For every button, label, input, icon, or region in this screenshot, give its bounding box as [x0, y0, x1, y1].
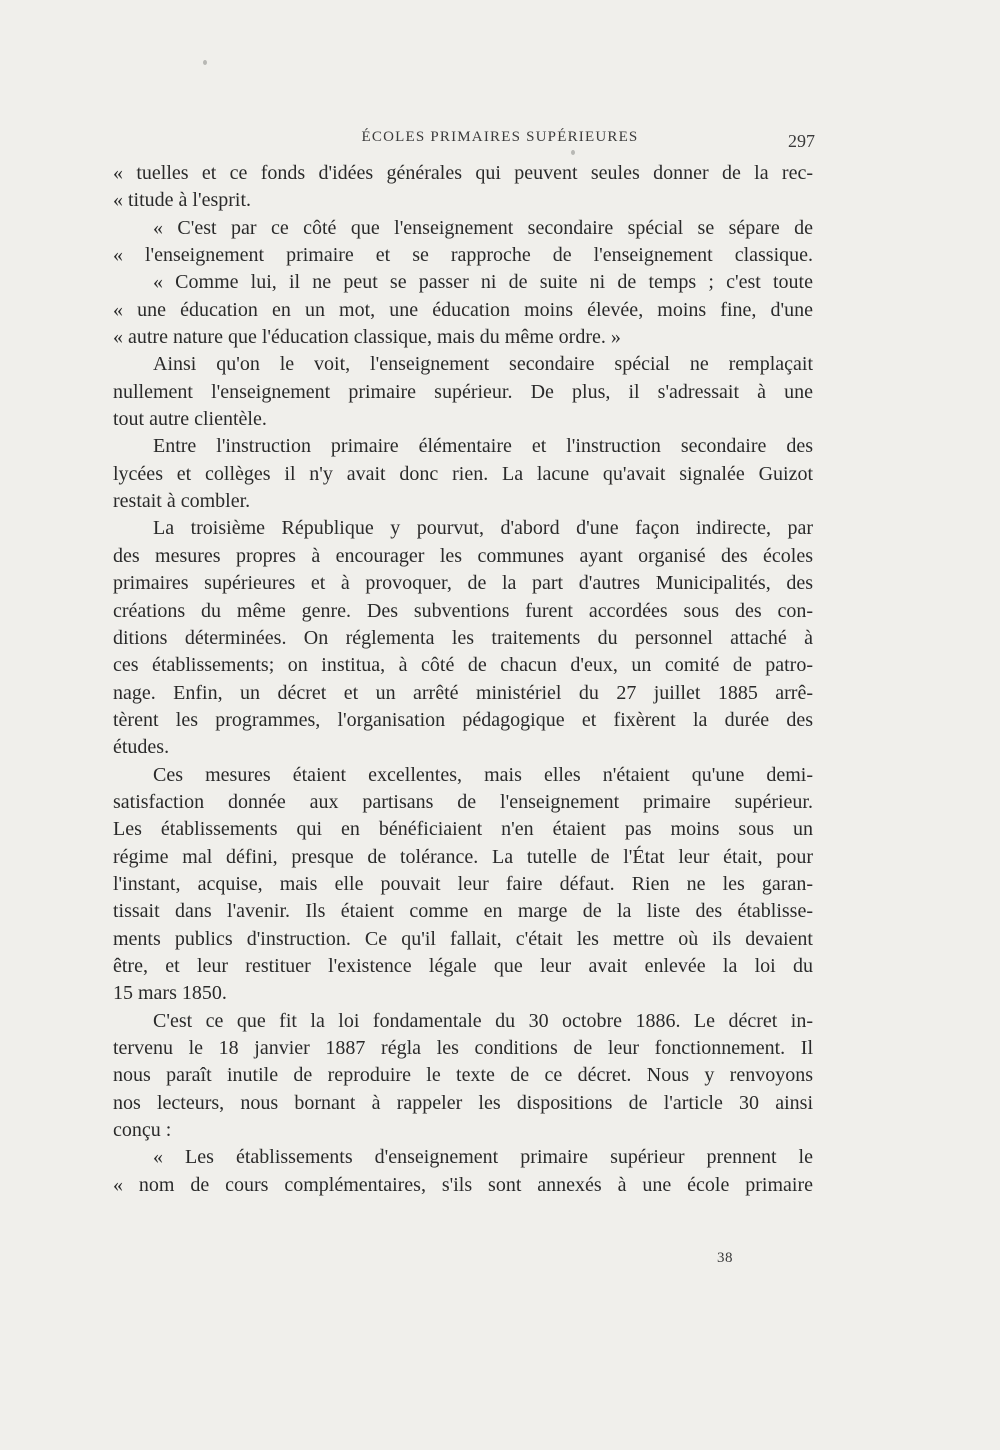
text-line: nullement l'enseignement primaire supérieur. De plus, il s'adressait à une: [113, 380, 813, 403]
text-line: études.: [113, 736, 170, 759]
text-line: créations du même genre. Des subventions furent accordées sous des con-: [113, 599, 813, 622]
text-line: « C'est par ce côté que l'enseignement secondaire spécial se sépare de: [153, 216, 813, 239]
text-line: tissait dans l'avenir. Ils étaient comme en marge de la liste des établisse-: [113, 900, 813, 923]
text-line: être, et leur restituer l'existence légale que leur avait enlevée la loi du: [113, 954, 813, 977]
text-line: satisfaction donnée aux partisans de l'enseignement primaire supérieur.: [113, 790, 813, 813]
page-number: 297: [788, 131, 815, 151]
text-line: ces établissements; on institua, à côté de chacun d'eux, un comité de patro-: [113, 654, 813, 677]
text-line: Entre l'instruction primaire élémentaire et l'instruction secondaire des: [153, 435, 813, 458]
running-header: ÉCOLES PRIMAIRES SUPÉRIEURES: [361, 129, 639, 145]
text-line: « Comme lui, il ne peut se passer ni de suite ni de temps ; c'est toute: [153, 271, 813, 294]
text-line: « une éducation en un mot, une éducation moins élevée, moins fine, d'une: [113, 298, 813, 321]
text-line: l'instant, acquise, mais elle pouvait leur faire défaut. Rien ne les garan-: [113, 872, 813, 895]
text-line: « titude à l'esprit.: [113, 189, 252, 212]
text-line: « tuelles et ce fonds d'idées générales qui peuvent seules donner de la rec-: [113, 162, 813, 184]
body-text: [113, 160, 813, 1199]
text-line: tervenu le 18 janvier 1887 régla les conditions de leur fonctionnement. Il: [113, 1037, 813, 1059]
signature-mark: 38: [717, 1250, 733, 1266]
text-line: des mesures propres à encourager les communes ayant organisé des écoles: [113, 544, 813, 567]
text-line: « Les établissements d'enseignement primaire supérieur prennent le: [153, 1146, 813, 1169]
paper-speck: [203, 60, 207, 65]
text-line: régime mal défini, presque de tolérance. La tutelle de l'État leur était, pour: [113, 845, 813, 868]
text-line: Ces mesures étaient excellentes, mais elles n'étaient qu'une demi-: [153, 763, 813, 786]
text-line: tout autre clientèle.: [113, 408, 267, 431]
text-line: restait à combler.: [113, 490, 251, 513]
text-line: 15 mars 1850.: [113, 982, 227, 1005]
text-line: « autre nature que l'éducation classique, mais du même ordre. »: [113, 326, 621, 349]
text-line: conçu :: [113, 1119, 172, 1142]
text-line: nage. Enfin, un décret et un arrêté ministériel du 27 juillet 1885 arrê-: [113, 681, 813, 704]
text-line: primaires supérieures et à provoquer, de la part d'autres Municipalités, des: [113, 572, 813, 595]
text-line: C'est ce que fit la loi fondamentale du 30 octobre 1886. Le décret in-: [153, 1009, 813, 1032]
text-line: « l'enseignement primaire et se rapproche de l'enseignement classique.: [113, 244, 813, 267]
text-line: nous paraît inutile de reproduire le texte de ce décret. Nous y renvoyons: [113, 1064, 813, 1087]
text-line: La troisième République y pourvut, d'abord d'une façon indirecte, par: [153, 517, 813, 540]
text-line: Les établissements qui en bénéficiaient n'en étaient pas moins sous un: [113, 818, 813, 841]
text-line: tèrent les programmes, l'organisation pédagogique et fixèrent la durée des: [113, 708, 813, 731]
paper-speck: [571, 150, 575, 155]
text-line: nos lecteurs, nous bornant à rappeler les dispositions de l'article 30 ainsi: [113, 1091, 813, 1114]
text-line: ments publics d'instruction. Ce qu'il fallait, c'était les mettre où ils devaient: [113, 927, 813, 950]
text-line: ditions déterminées. On réglementa les traitements du personnel attaché à: [113, 626, 813, 649]
text-line: Ainsi qu'on le voit, l'enseignement secondaire spécial ne remplaçait: [153, 353, 813, 376]
text-line: lycées et collèges il n'y avait donc rien. La lacune qu'avait signalée Guizot: [113, 462, 813, 485]
text-line: « nom de cours complémentaires, s'ils sont annexés à une école primaire: [113, 1173, 813, 1196]
